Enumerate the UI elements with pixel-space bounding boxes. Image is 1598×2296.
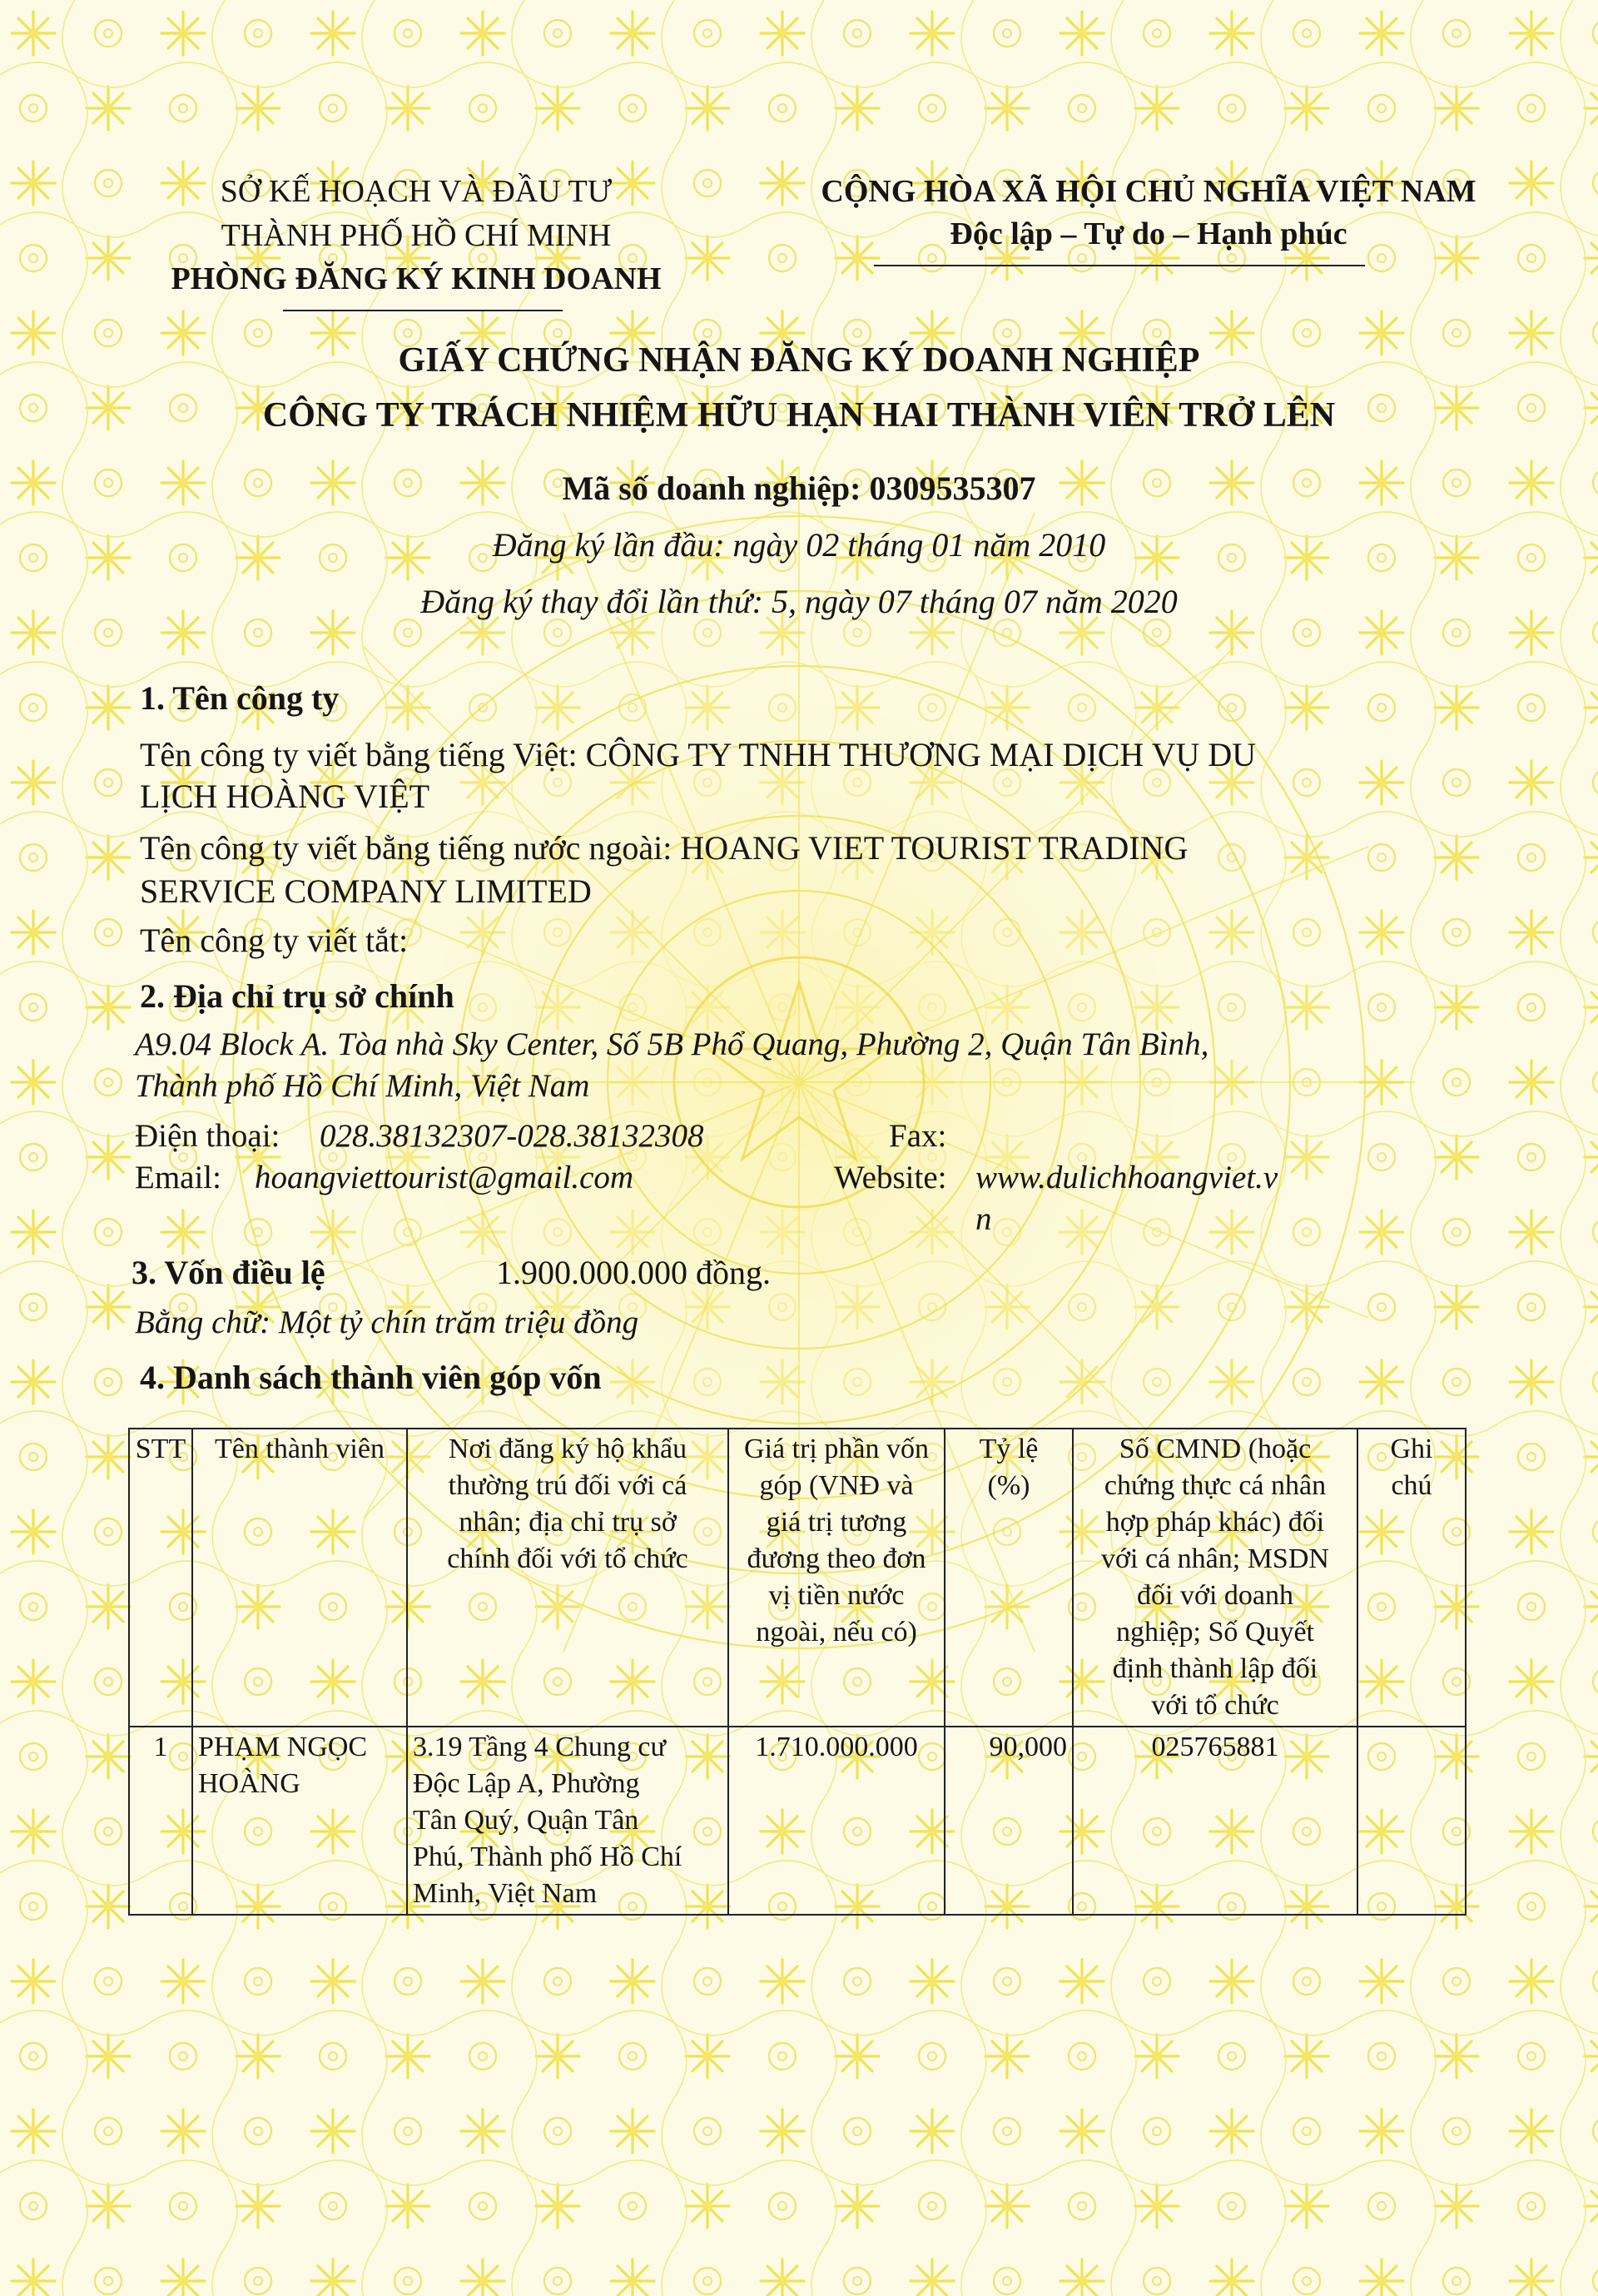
column-header-line: Ghi [1390, 1434, 1433, 1464]
phone-label: Điện thoại: [135, 1118, 280, 1154]
column-header-line: STT [135, 1434, 186, 1464]
header-right-line2: Độc lập – Tự do – Hạnh phúc [950, 216, 1347, 251]
header-right-line1: CỘNG HÒA XÃ HỘI CHỦ NGHĨA VIỆT NAM [821, 174, 1476, 209]
column-header-line: nghiệp; Số Quyết [1116, 1617, 1314, 1647]
column-header-line: Tỷ lệ [979, 1434, 1039, 1464]
cell-id-number: 025765881 [1073, 1727, 1357, 1915]
cell-residence-address-line: Tân Quý, Quận Tân [413, 1805, 639, 1836]
cell-member-name-line: HOÀNG [198, 1768, 300, 1799]
head-office-address-line1: A9.04 Block A. Tòa nhà Sky Center, Số 5B Phổ Quang, Phường 2, Quận Tân Bình, [135, 1026, 1209, 1062]
header-left-underline [283, 310, 563, 311]
document-title-line1: GIẤY CHỨNG NHẬN ĐĂNG KÝ DOANH NGHIỆP [398, 341, 1200, 380]
company-name-foreign-line1: Tên công ty viết bằng tiếng nước ngoài: HOANG VIET TOURIST TRADING [140, 829, 1189, 867]
column-header-line: giá trị tương [766, 1507, 907, 1538]
head-office-address-line2: Thành phố Hồ Chí Minh, Việt Nam [135, 1068, 590, 1104]
members-table-body [129, 1727, 1466, 1915]
column-header-residence-address [407, 1429, 728, 1727]
column-header-note [1357, 1429, 1466, 1727]
first-registration-date: Đăng ký lần đầu: ngày 02 tháng 01 năm 2010 [492, 526, 1106, 564]
column-header-stt [129, 1429, 192, 1727]
column-header-line: chứng thực cá nhân [1104, 1470, 1327, 1501]
change-registration-date: Đăng ký thay đổi lần thứ: 5, ngày 07 tháng 07 năm 2020 [420, 583, 1178, 620]
cell-member-name-line: PHẠM NGỌC [198, 1732, 368, 1762]
table-row [129, 1727, 1466, 1915]
document-title-line2: CÔNG TY TRÁCH NHIỆM HỮU HẠN HAI THÀNH VIÊN TRỞ LÊN [262, 396, 1336, 435]
website-value-line1: www.dulichhoangviet.v [975, 1160, 1278, 1195]
column-header-ownership-ratio [945, 1429, 1073, 1727]
section3-heading: 3. Vốn điều lệ [132, 1254, 325, 1291]
cell-residence-address-line: 3.19 Tầng 4 Chung cư [413, 1732, 666, 1762]
section2-heading: 2. Địa chỉ trụ sở chính [140, 977, 454, 1015]
column-header-id-number [1073, 1429, 1357, 1727]
column-header-line: định thành lập đối [1112, 1653, 1318, 1684]
cell-residence-address-line: Độc Lập A, Phường [413, 1768, 640, 1799]
fax-label: Fax: [889, 1118, 947, 1154]
column-header-line: chính đối với tổ chức [447, 1543, 688, 1574]
website-label: Website: [834, 1160, 947, 1195]
column-header-member-name [192, 1429, 407, 1727]
charter-capital-amount: 1.900.000.000 đồng. [496, 1254, 771, 1291]
email-label: Email: [135, 1160, 221, 1195]
cell-stt: 1 [129, 1727, 192, 1915]
column-header-line: Số CMND (hoặc [1119, 1434, 1312, 1464]
column-header-line: với tổ chức [1151, 1690, 1279, 1721]
website-value-line2: n [975, 1201, 992, 1237]
column-header-line: với cá nhân; MSDN [1101, 1543, 1329, 1574]
column-header-line: đối với doanh [1137, 1580, 1293, 1611]
header-left-line2: THÀNH PHỐ HỒ CHÍ MINH [221, 218, 612, 253]
cell-note [1357, 1727, 1466, 1915]
column-header-line: vị tiền nước [768, 1580, 905, 1611]
header-left-line3: PHÒNG ĐĂNG KÝ KINH DOANH [171, 261, 662, 296]
column-header-line: thường trú đối với cá [448, 1470, 687, 1501]
column-header-line: đương theo đơn [747, 1543, 926, 1574]
email-value: hoangviettourist@gmail.com [255, 1160, 634, 1195]
company-short-name: Tên công ty viết tắt: [140, 922, 409, 959]
cell-ownership-ratio: 90,000 [945, 1727, 1073, 1915]
column-header-line: Tên thành viên [215, 1434, 385, 1464]
members-table-header [129, 1429, 1466, 1727]
column-header-line: (%) [987, 1470, 1030, 1501]
column-header-line: nhân; địa chỉ trụ sở [459, 1507, 677, 1538]
column-header-capital-value [728, 1429, 945, 1727]
company-name-vn-line1: Tên công ty viết bằng tiếng Việt: CÔNG TY TNHH THƯƠNG MẠI DỊCH VỤ DU [140, 736, 1257, 773]
column-header-line: Giá trị phần vốn [744, 1434, 929, 1464]
charter-capital-in-words: Bằng chữ: Một tỷ chín trăm triệu đồng [135, 1305, 639, 1340]
header-left-line1: SỞ KẾ HOẠCH VÀ ĐẦU TƯ [220, 174, 613, 209]
column-header-line: chú [1391, 1470, 1432, 1501]
phone-value: 028.38132307-028.38132308 [320, 1118, 704, 1154]
company-name-foreign-line2: SERVICE COMPANY LIMITED [140, 872, 592, 910]
section1-heading: 1. Tên công ty [140, 679, 340, 717]
column-header-line: Nơi đăng ký hộ khẩu [448, 1434, 687, 1464]
column-header-line: góp (VNĐ và [759, 1470, 914, 1501]
column-header-line: hợp pháp khác) đối [1105, 1507, 1325, 1538]
cell-capital-value: 1.710.000.000 [728, 1727, 945, 1915]
cell-residence-address [407, 1727, 728, 1915]
column-header-line: ngoài, nếu có) [756, 1617, 917, 1647]
cell-residence-address-line: Phú, Thành phố Hồ Chí [413, 1841, 682, 1872]
enterprise-code: Mã số doanh nghiệp: 0309535307 [562, 470, 1036, 507]
cell-member-name [192, 1727, 407, 1915]
header-right-underline [874, 265, 1365, 266]
company-name-vn-line2: LỊCH HOÀNG VIỆT [140, 778, 430, 815]
cell-residence-address-line: Minh, Việt Nam [413, 1878, 598, 1909]
members-table [128, 1428, 1466, 1916]
section4-heading: 4. Danh sách thành viên góp vốn [140, 1359, 602, 1396]
